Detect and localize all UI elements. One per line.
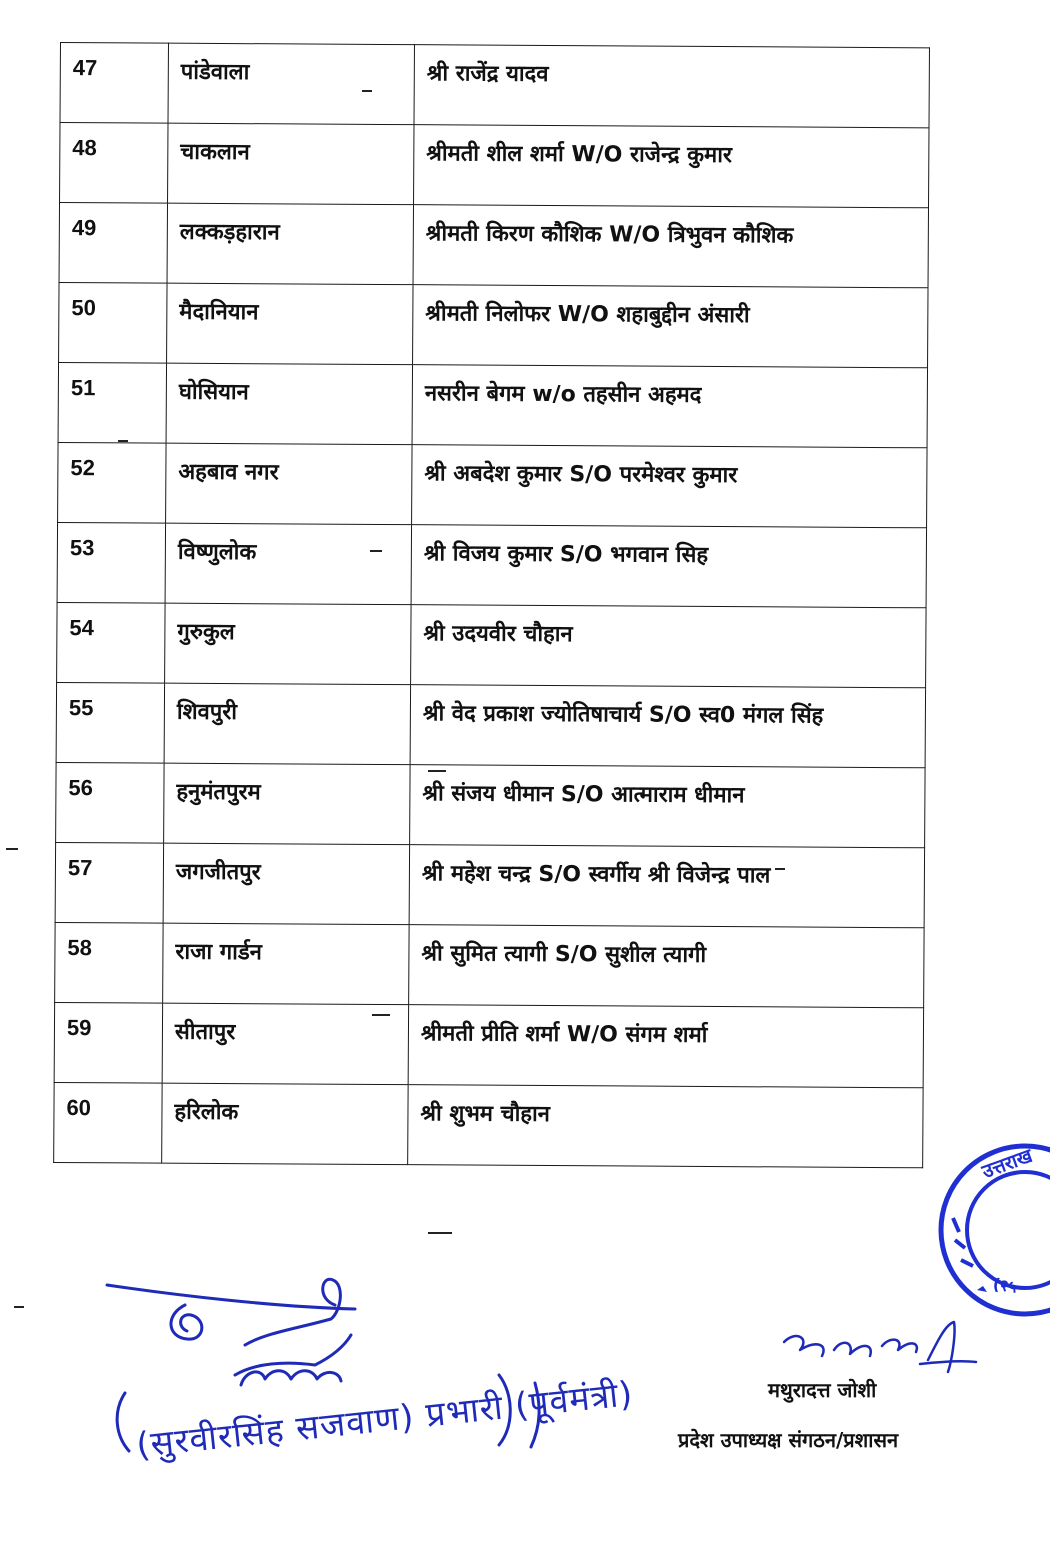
stamp-bottom-text: (२५ xyxy=(991,1274,1019,1297)
area-name: घोसियान xyxy=(166,363,412,445)
person-name: श्री सुमित त्यागी S/O सुशील त्यागी xyxy=(409,925,924,1008)
scan-mark xyxy=(428,770,446,772)
person-name: श्रीमती निलोफर W/O शहाबुद्दीन अंसारी xyxy=(413,285,928,368)
person-name: श्री अबदेश कुमार S/O परमेश्वर कुमार xyxy=(412,445,927,528)
row-number: 53 xyxy=(57,522,165,603)
row-number: 54 xyxy=(57,602,165,683)
area-name: गुरुकुल xyxy=(165,603,411,685)
scan-mark xyxy=(370,550,382,552)
row-number: 59 xyxy=(54,1002,162,1083)
roster-table-body xyxy=(54,43,930,1168)
person-name: श्री शुभम चौहान xyxy=(408,1085,923,1168)
row-number: 48 xyxy=(60,123,168,204)
table-row xyxy=(54,1002,923,1087)
person-name: नसरीन बेगम w/o तहसीन अहमद xyxy=(412,365,927,448)
table-row xyxy=(60,123,929,208)
person-name: श्री विजय कुमार S/O भगवान सिह xyxy=(411,525,926,608)
table-row xyxy=(56,682,925,767)
row-number: 58 xyxy=(55,922,163,1003)
area-name: हनुमंतपुरम xyxy=(164,763,410,845)
row-number: 56 xyxy=(56,762,164,843)
person-name: श्री संजय धीमान S/O आत्माराम धीमान xyxy=(410,765,925,848)
official-stamp xyxy=(935,1140,1050,1320)
area-name: पांडेवाला xyxy=(168,43,414,125)
table-row xyxy=(57,602,926,687)
scan-mark xyxy=(6,848,18,850)
row-number: 51 xyxy=(58,362,166,443)
table-row xyxy=(56,762,925,847)
scan-mark xyxy=(14,1306,24,1308)
area-name: चाकलान xyxy=(168,123,414,205)
area-name: हरिलोक xyxy=(162,1083,408,1165)
person-name: श्रीमती किरण कौशिक W/O त्रिभुवन कौशिक xyxy=(413,205,928,288)
right-signature-scribble xyxy=(770,1320,980,1380)
roster-table xyxy=(53,42,930,1168)
scan-mark xyxy=(372,1014,390,1016)
area-name: शिवपुरी xyxy=(164,683,410,765)
person-name: श्रीमती प्रीति शर्मा W/O संगम शर्मा xyxy=(408,1005,923,1088)
table-row xyxy=(59,203,928,288)
scan-mark xyxy=(118,440,128,442)
area-name: जगजीतपुर xyxy=(163,843,409,925)
row-number: 55 xyxy=(56,682,164,763)
scan-mark xyxy=(775,868,785,870)
left-signature-text: (सुरवीरसिंह सजवाण) प्रभारी (पूर्वमंत्री) xyxy=(134,1374,636,1466)
table-row xyxy=(59,282,928,367)
row-number: 49 xyxy=(59,203,167,284)
table-row xyxy=(55,842,924,927)
left-signature xyxy=(95,1275,636,1505)
person-name: श्रीमती शील शर्मा W/O राजेन्द्र कुमार xyxy=(414,125,929,208)
area-name: विष्णुलोक xyxy=(165,523,411,605)
table-row xyxy=(55,922,924,1007)
area-name: राजा गार्डन xyxy=(163,923,409,1005)
stamp-top-text: उत्तराख xyxy=(979,1144,1036,1184)
person-name: श्री महेश चन्द्र S/O स्वर्गीय श्री विजेन्द्र पाल xyxy=(409,845,924,928)
person-name: श्री उदयवीर चौहान xyxy=(411,605,926,688)
area-name: लक्कड़हारान xyxy=(167,203,413,285)
area-name: मैदानियान xyxy=(167,283,413,365)
signer-title: प्रदेश उपाध्यक्ष संगठन/प्रशासन xyxy=(678,1428,899,1452)
scan-mark xyxy=(428,1232,452,1234)
area-name: अहबाव नगर xyxy=(166,443,412,525)
scan-mark xyxy=(362,90,372,92)
row-number: 50 xyxy=(59,282,167,363)
person-name: श्री राजेंद्र यादव xyxy=(414,45,929,128)
table-row xyxy=(58,442,927,527)
table-row xyxy=(57,522,926,607)
row-number: 57 xyxy=(55,842,163,923)
table-row xyxy=(60,43,929,128)
table-row xyxy=(54,1082,923,1167)
area-name: सीतापुर xyxy=(162,1003,408,1085)
table-row xyxy=(58,362,927,447)
row-number: 60 xyxy=(54,1082,162,1163)
row-number: 47 xyxy=(60,43,168,124)
person-name: श्री वेद प्रकाश ज्योतिषाचार्य S/O स्व0 मंगल सिंह xyxy=(410,685,925,768)
signer-name: मथुरादत्त जोशी xyxy=(768,1378,877,1402)
row-number: 52 xyxy=(58,442,166,523)
